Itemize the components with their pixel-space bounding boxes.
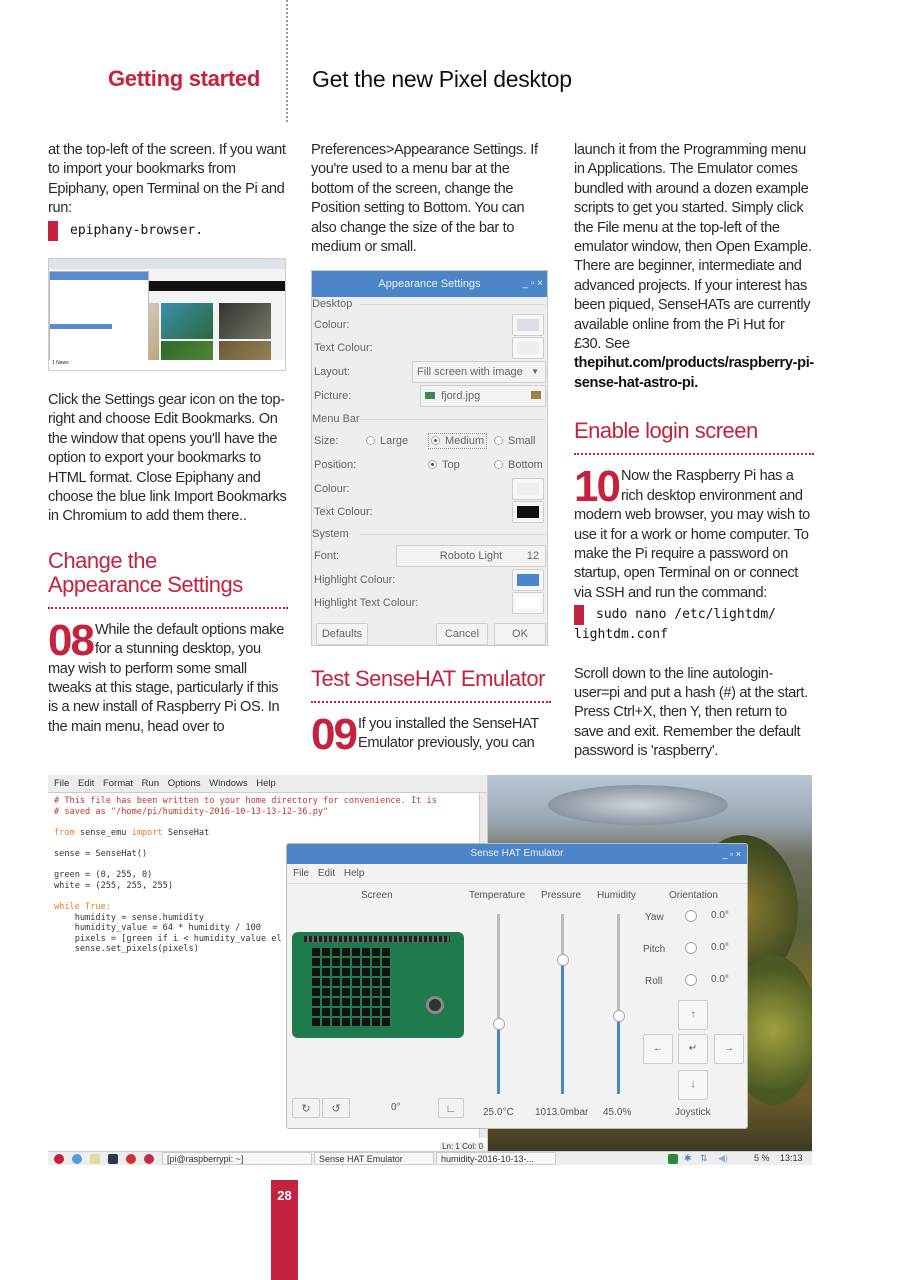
- heading-divider: [574, 453, 814, 455]
- group-menubar: Menu Bar: [312, 412, 547, 426]
- file-manager-icon[interactable]: [90, 1154, 100, 1164]
- section-label: Getting started: [108, 66, 260, 91]
- menu-highlight: [50, 324, 112, 329]
- rotate-ccw-button[interactable]: ↺: [322, 1098, 350, 1118]
- emulator-titlebar: Sense HAT Emulator _ ▫ ×: [287, 844, 747, 864]
- col3-paragraph-1: launch it from the Programming menu in Applications. The Emulator comes bundled with around a dozen example scripts to get you started. Simply click the File menu at the top-left of the emulator window, then Open Example. There are beginner, intermediate and advanced projects. If your interest has been piqued, SenseHATs are currently available online from the Pi Hut for £30. See thepihut.com/products/raspberry-pi-sense-hat-astro-pi.: [574, 142, 814, 391]
- column-2: [311, 141, 551, 257]
- temperature-value: 25.0°C: [483, 1107, 514, 1118]
- roll-value: 0.0°: [711, 974, 729, 985]
- pitch-dial[interactable]: [685, 942, 697, 954]
- step-10: [574, 462, 814, 603]
- page-number: 28: [271, 1180, 298, 1280]
- column-3: [574, 141, 814, 762]
- code-snippet-lightdm: sudo nano /etc/lightdm/: [574, 605, 814, 625]
- humidity-value: 45.0%: [603, 1107, 632, 1118]
- code-snippet-lightdm-cont: lightdm.conf: [574, 627, 668, 643]
- menubar-text-colour-button[interactable]: [512, 501, 544, 523]
- code-text: epiphany-browser.: [70, 222, 204, 238]
- col1-paragraph-2: Click the Settings gear icon on the top-right and choose Edit Bookmarks. On the window that opens you'll have the option to export your bookmarks to HTML format. Close Epiphany and choose the blue link Import Bookmarks in Chromium to add them there..: [48, 392, 287, 525]
- browser-icon[interactable]: [72, 1154, 82, 1164]
- size-small-radio[interactable]: Small: [494, 431, 536, 451]
- column-1-cont: [48, 391, 288, 737]
- joystick-down-button[interactable]: ↓: [678, 1070, 708, 1100]
- picture-file-chooser[interactable]: fjord.jpg: [420, 385, 546, 407]
- label-highlight-colour: Highlight Colour:: [314, 574, 396, 586]
- code-snippet-epiphany: [48, 221, 288, 241]
- humidity-slider[interactable]: [613, 1010, 625, 1022]
- joystick-right-button[interactable]: →: [714, 1034, 744, 1064]
- label-layout: Layout:: [314, 366, 351, 378]
- idle-status: Ln: 1 Col: 0: [442, 1142, 483, 1151]
- led-matrix[interactable]: [312, 948, 390, 1026]
- roll-dial[interactable]: [685, 974, 697, 986]
- joystick-left-button[interactable]: ←: [643, 1034, 673, 1064]
- label-size: Size:: [314, 435, 339, 447]
- layout-dropdown[interactable]: Fill screen with image ▼: [412, 361, 546, 383]
- task-terminal[interactable]: [pi@raspberrypi: ~]: [162, 1152, 312, 1165]
- dropdown-arrow-icon: ▼: [531, 367, 539, 376]
- size-medium-radio[interactable]: Medium: [428, 433, 487, 449]
- step-number: 09: [311, 710, 356, 759]
- header-divider: [286, 0, 288, 122]
- epiphany-nav-bar: [127, 281, 286, 291]
- label-colour: Colour:: [314, 319, 350, 331]
- joystick-up-button[interactable]: ↑: [678, 1000, 708, 1030]
- epiphany-taskbar: [49, 259, 285, 269]
- position-top-radio[interactable]: Top: [428, 455, 460, 475]
- heading-divider: [48, 607, 288, 609]
- window-controls[interactable]: _ ▫ ×: [522, 278, 543, 289]
- cpu-usage: 5 %: [754, 1153, 770, 1163]
- rotate-cw-button[interactable]: ↻: [292, 1098, 320, 1118]
- desktop-screenshot: [48, 775, 812, 1165]
- code-marker: [48, 221, 58, 241]
- news-tile: [161, 303, 213, 339]
- label-font: Font:: [314, 550, 340, 562]
- size-large-radio[interactable]: Large: [366, 431, 408, 451]
- taskbar: [48, 1151, 812, 1165]
- raspberry-menu-icon[interactable]: [54, 1154, 64, 1164]
- network-icon[interactable]: ⇅: [700, 1153, 708, 1163]
- defaults-button[interactable]: Defaults: [316, 623, 368, 645]
- desktop-text-colour-button[interactable]: [512, 337, 544, 359]
- heading-appearance: Change the Appearance Settings: [48, 547, 243, 597]
- label-position: Position:: [314, 459, 357, 471]
- heading-sensehat: Test SenseHAT Emulator: [311, 666, 545, 691]
- rotation-value: 0°: [391, 1102, 401, 1113]
- step-text: Now the Raspberry Pi has a rich desktop environment and modern web browser, you may wish to use it for a work or home computer. To make the Pi require a password on startup, open Terminal on or connect via SSH and run the command:: [574, 468, 810, 601]
- col2-paragraph-1: Preferences>Appearance Settings. If you're used to a menu bar at the bottom of the screen, change the Position setting to Bottom. You can also change the size of the bar to medium or small.: [311, 142, 538, 256]
- emulator-menubar[interactable]: File Edit Help: [287, 864, 747, 884]
- clock: 13:13: [780, 1153, 803, 1163]
- step-number: 10: [574, 462, 619, 512]
- ok-button[interactable]: OK: [494, 623, 546, 645]
- sense-hat-board: [292, 932, 464, 1038]
- idle-code[interactable]: # This file has been written to your home directory for convenience. It is # saved as "/home/pi/humidity-2016-10-13-13-12-36.py" from sense_emu import SenseHat sense = SenseHat() green = (0, 255, 0) white = (255, 255, 255) while True: humidity = sense.humidity humidity_value = 64 * humidity / 100 pixels = [green if i < humidity_value el sense.set_pixels(pixels): [54, 796, 437, 955]
- yaw-dial[interactable]: [685, 910, 697, 922]
- epiphany-screenshot: [48, 258, 286, 371]
- font-button[interactable]: Roboto Light 12: [396, 545, 546, 567]
- task-sense-hat-emulator[interactable]: Sense HAT Emulator: [314, 1152, 434, 1165]
- label-picture: Picture:: [314, 390, 352, 402]
- vnc-icon[interactable]: [668, 1154, 678, 1164]
- label-menubar-colour: Colour:: [314, 483, 350, 495]
- temperature-slider[interactable]: [493, 1018, 505, 1030]
- pressure-value: 1013.0mbar: [535, 1107, 589, 1118]
- label-menubar-text-colour: Text Colour:: [314, 506, 373, 518]
- sense-hat-emulator-window: [286, 843, 748, 1129]
- code-marker: [574, 605, 584, 625]
- highlight-text-colour-button[interactable]: [512, 592, 544, 614]
- terminal-icon[interactable]: [108, 1154, 118, 1164]
- epiphany-menu: [49, 271, 149, 367]
- col3-paragraph-2: Scroll down to the line autologin-user=pi and put a hash (#) at the start. Press Ctrl+X, then Y, then return to save and exit. Remember the default password is 'raspberry'.: [574, 665, 808, 760]
- menubar-colour-button[interactable]: [512, 478, 544, 500]
- label-temperature: Temperature: [469, 890, 526, 901]
- cancel-button[interactable]: Cancel: [436, 623, 488, 645]
- pitch-label: Pitch: [643, 944, 666, 955]
- news-tile: [219, 303, 271, 339]
- pressure-slider[interactable]: [557, 954, 569, 966]
- label-text-colour: Text Colour:: [314, 342, 373, 354]
- position-bottom-radio[interactable]: Bottom: [494, 455, 543, 475]
- joystick-component: [426, 996, 444, 1014]
- highlight-colour-button[interactable]: [512, 569, 544, 591]
- epiphany-footer: 1 News: [49, 360, 285, 370]
- page-title: Get the new Pixel desktop: [312, 66, 572, 92]
- mathematica-icon[interactable]: [144, 1154, 154, 1164]
- heading-login: Enable login screen: [574, 418, 758, 444]
- label-highlight-text-colour: Highlight Text Colour:: [314, 597, 419, 609]
- image-file-icon: [425, 392, 435, 399]
- joystick-enter-button[interactable]: ↵: [678, 1034, 708, 1064]
- step-08: [48, 615, 288, 737]
- folder-icon: [531, 391, 541, 399]
- step-09: [311, 710, 551, 759]
- wolfram-icon[interactable]: [126, 1154, 136, 1164]
- label-humidity: Humidity: [597, 890, 636, 901]
- roll-label: Roll: [645, 976, 663, 987]
- desktop-colour-button[interactable]: [512, 314, 544, 336]
- step-number: 08: [48, 615, 93, 665]
- label-orientation: Orientation: [669, 890, 718, 901]
- volume-icon[interactable]: ◀): [718, 1153, 728, 1163]
- idle-menubar[interactable]: File Edit Format Run Options Windows Help: [48, 775, 487, 793]
- yaw-value: 0.0°: [711, 910, 729, 921]
- yaw-label: Yaw: [645, 912, 664, 923]
- label-pressure: Pressure: [541, 890, 582, 901]
- window-controls[interactable]: _ ▫ ×: [722, 849, 741, 859]
- group-desktop: Desktop: [312, 297, 547, 311]
- task-idle[interactable]: humidity-2016-10-13-...: [436, 1152, 556, 1165]
- bluetooth-icon[interactable]: ✱: [684, 1153, 692, 1163]
- orientation-toggle-button[interactable]: ∟: [438, 1098, 464, 1118]
- joystick-label: Joystick: [675, 1107, 711, 1118]
- pihut-link[interactable]: thepihut.com/products/raspberry-pi-sense-hat-astro-pi.: [574, 355, 814, 391]
- column-1: [48, 141, 288, 241]
- step-text: If you installed the SenseHAT Emulator previously, you can: [357, 716, 539, 752]
- dialog-titlebar: Appearance Settings _ ▫ ×: [312, 271, 547, 297]
- heading-divider: [311, 701, 551, 703]
- column-2-cont: [311, 666, 551, 759]
- step-text: While the default options make for a stunning desktop, you may wish to perform some small tweaks at this stage, particularly if this is a new install of Raspberry Pi OS. In the main menu, head over to: [48, 621, 285, 735]
- group-system: System: [312, 527, 547, 541]
- appearance-settings-dialog: [311, 270, 548, 646]
- pitch-value: 0.0°: [711, 942, 729, 953]
- label-screen: Screen: [361, 890, 393, 901]
- col1-paragraph-1: at the top-left of the screen. If you want to import your bookmarks from Epiphany, open Terminal on the Pi and run:: [48, 142, 286, 217]
